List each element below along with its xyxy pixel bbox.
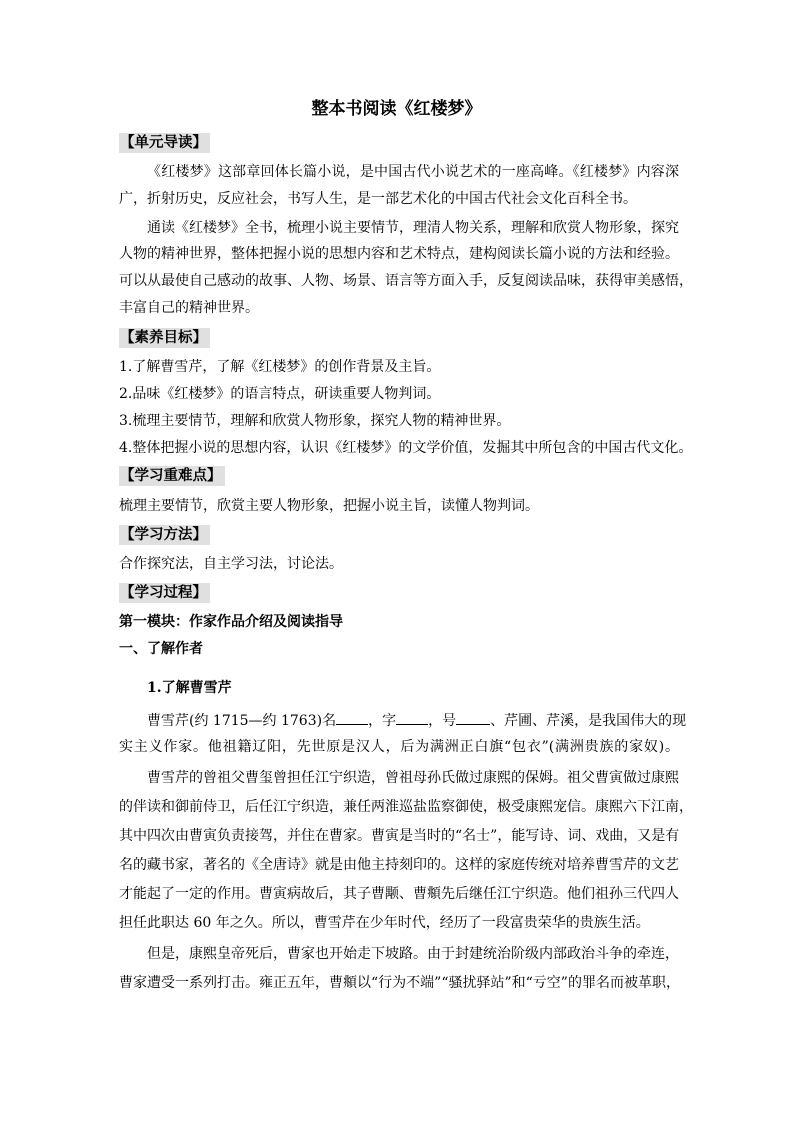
- item-title: 1.了解曹雪芹: [147, 680, 232, 696]
- bio-text-segment: ，字: [368, 713, 397, 729]
- bio-paragraph-line: 但是，康熙皇帝死后，曹家也开始走下坡路。由于封建统治阶级内部政治斗争的牵连，: [147, 946, 679, 962]
- section-heading-process: 【学习过程】: [119, 583, 210, 603]
- goal-item: 3.梳理主要情节，理解和欣赏人物形象，探究人物的精神世界。: [119, 413, 511, 429]
- intro-paragraph-line: 通读《红楼梦》全书，梳理小说主要情节，理清人物关系，理解和欣赏人物形象，探究: [147, 220, 679, 236]
- bio-paragraph-line: 担任此职达 60 年之久。所以，曹雪芹在少年时代，经历了一段富贵荣华的贵族生活。: [119, 915, 650, 931]
- section-heading-goals: 【素养目标】: [119, 328, 210, 348]
- fill-blank-name[interactable]: [336, 710, 368, 725]
- goal-item: 1.了解曹雪芹，了解《红楼梦》的创作背景及主旨。: [119, 359, 441, 375]
- bio-paragraph-line: 曹家遭受一系列打击。雍正五年，曹頫以“行为不端”“骚扰驿站”和“亏空”的罪名而被革职，: [119, 975, 680, 991]
- intro-paragraph-line: 《红楼梦》这部章回体长篇小说，是中国古代小说艺术的一座高峰。《红楼梦》内容深: [147, 164, 679, 180]
- section-heading-intro: 【单元导读】: [119, 133, 210, 153]
- intro-paragraph-line: 人物的精神世界，整体把握小说的思想内容和艺术特点，建构阅读长篇小说的方法和经验。: [119, 246, 679, 262]
- goal-item: 4.整体把握小说的思想内容，认识《红楼梦》的文学价值，发掘其中所包含的中国古代文化。: [119, 440, 693, 456]
- fill-blank-courtesy-name[interactable]: [396, 710, 428, 725]
- bio-paragraph-line: 名的藏书家，著名的《全唐诗》就是由他主持刻印的。这样的家庭传统对培养曹雪芹的文艺: [119, 857, 679, 873]
- bio-paragraph-line: 曹雪芹的曾祖父曹玺曾担任江宁织造，曾祖母孙氏做过康熙的保姆。祖父曹寅做过康熙: [147, 770, 679, 786]
- bio-paragraph-line: 的伴读和御前侍卫，后任江宁织造，兼任两淮巡盐监察御使，极受康熙宠信。康熙六下江南，: [119, 799, 693, 815]
- method-text: 合作探究法，自主学习法，讨论法。: [119, 556, 343, 572]
- bio-text-segment: 、芹圃、芹溪，是我国伟大的现: [490, 713, 687, 729]
- intro-paragraph-line: 广，折射历史，反应社会，书写人生，是一部艺术化的中国古代社会文化百科全书。: [119, 191, 637, 207]
- bio-text-segment: ，号: [428, 713, 457, 729]
- goal-item: 2.品味《红楼梦》的语言特点，研读重要人物判词。: [119, 386, 441, 402]
- module-title: 第一模块：作家作品介绍及阅读指导: [119, 614, 343, 630]
- intro-paragraph-line: 可以从最使自己感动的故事、人物、场景、语言等方面入手，反复阅读品味，获得审美感悟，: [119, 273, 693, 289]
- bio-paragraph-line: 实主义作家。他祖籍辽阳，先世原是汉人，后为满洲正白旗“包衣”(满洲贵族的家奴)。: [119, 739, 679, 755]
- section-heading-method: 【学习方法】: [119, 525, 210, 545]
- intro-paragraph-line: 丰富自己的精神世界。: [119, 300, 259, 316]
- section-heading-key-points: 【学习重难点】: [119, 466, 225, 486]
- bio-fill-in-line: [147, 710, 687, 730]
- bio-text-segment: 曹雪芹(约 1715—约 1763)名: [147, 713, 337, 729]
- fill-blank-art-name[interactable]: [456, 710, 490, 725]
- key-points-text: 梳理主要情节，欣赏主要人物形象，把握小说主旨，读懂人物判词。: [119, 498, 539, 514]
- part-title: 一、了解作者: [119, 641, 203, 657]
- bio-paragraph-line: 其中四次由曹寅负责接驾，并住在曹家。曹寅是当时的“名士”，能写诗、词、戏曲，又是有: [119, 828, 680, 844]
- document-title: 整本书阅读《红楼梦》: [311, 99, 482, 119]
- bio-paragraph-line: 才能起了一定的作用。曹寅病故后，其子曹颙、曹頫先后继任江宁织造。他们祖孙三代四人: [119, 886, 679, 902]
